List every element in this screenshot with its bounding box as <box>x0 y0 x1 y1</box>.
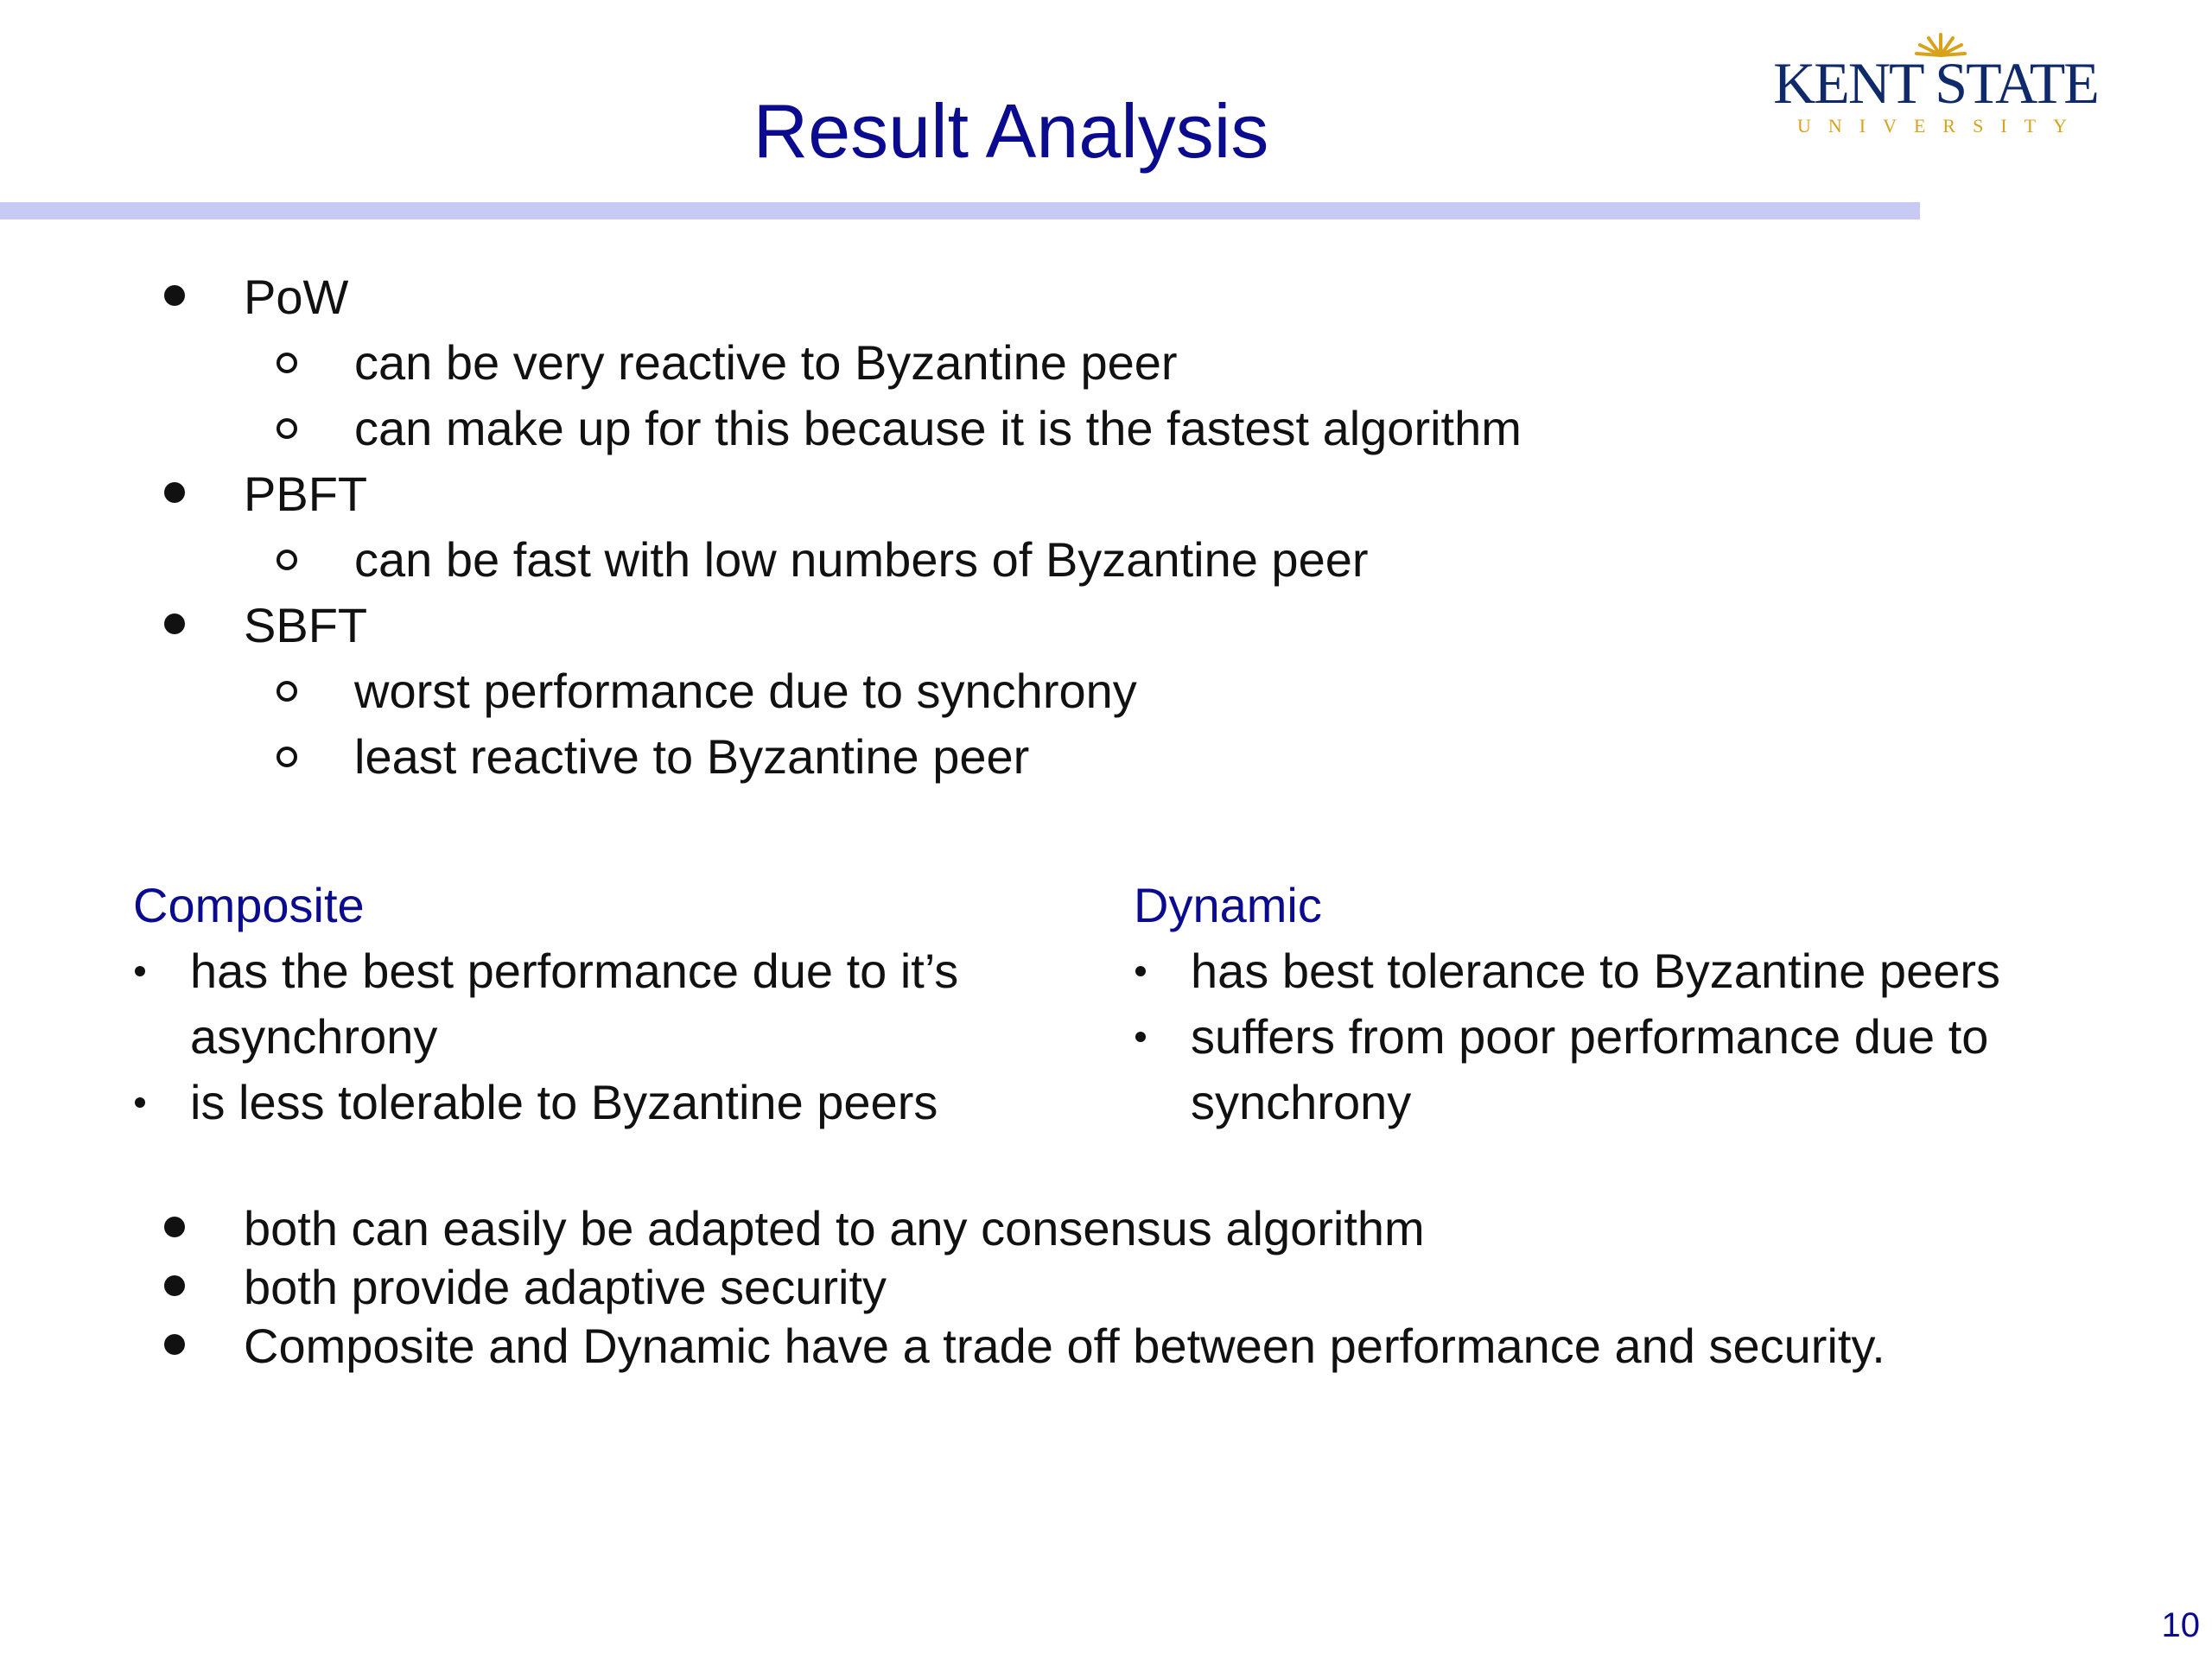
composite-item-text: is less tolerable to Byzantine peers <box>190 1075 938 1129</box>
list-subitem-label: can make up for this because it is the fastest algorithm <box>354 401 1522 455</box>
sub-bullet-icon <box>276 550 297 570</box>
composite-item-text: asynchrony <box>190 1009 438 1064</box>
composite-heading: Composite <box>133 878 365 932</box>
list-subitem-label: least reactive to Byzantine peer <box>354 729 1030 784</box>
list-item-label: PoW <box>244 270 349 324</box>
summary-item-text: both can easily be adapted to any consensus algorithm <box>244 1201 1425 1255</box>
summary-item-text: Composite and Dynamic have a trade off between performance and security. <box>244 1319 1885 1373</box>
composite-item-text: has the best performance due to it’s <box>190 944 959 998</box>
list-subitem-label: can be fast with low numbers of Byzantine peer <box>354 532 1369 587</box>
list-subitem-label: worst performance due to synchrony <box>354 664 1137 718</box>
sub-bullet-icon <box>276 353 297 373</box>
bullet-icon <box>164 1275 185 1296</box>
dynamic-item-text: has best tolerance to Byzantine peers <box>1191 944 2001 998</box>
list-item-label: PBFT <box>244 467 368 521</box>
sub-bullet-icon <box>276 747 297 767</box>
bullet-icon <box>135 966 145 976</box>
bullet-icon <box>164 482 185 503</box>
dynamic-item-text: suffers from poor performance due to <box>1191 1009 1989 1064</box>
bullet-icon <box>1135 1032 1146 1042</box>
list-subitem-label: can be very reactive to Byzantine peer <box>354 335 1178 390</box>
bullet-icon <box>164 1334 185 1355</box>
slide-title: Result Analysis <box>753 88 1269 174</box>
bullet-icon <box>135 1097 145 1108</box>
bullet-icon <box>164 613 185 634</box>
sub-bullet-icon <box>276 418 297 439</box>
summary-item-text: both provide adaptive security <box>244 1260 887 1314</box>
logo-wordmark: KENT STATE <box>1773 50 2098 116</box>
bullet-icon <box>1135 966 1146 976</box>
bullet-icon <box>164 1217 185 1237</box>
list-item-label: SBFT <box>244 598 368 652</box>
logo-subtitle: UNIVERSITY <box>1797 115 2084 137</box>
sub-bullet-icon <box>276 681 297 702</box>
kent-state-logo <box>1771 31 2100 135</box>
title-divider <box>0 202 1920 219</box>
page-number: 10 <box>2161 1606 2200 1644</box>
bullet-icon <box>164 285 185 306</box>
dynamic-item-text: synchrony <box>1191 1075 1412 1129</box>
dynamic-heading: Dynamic <box>1134 878 1322 932</box>
